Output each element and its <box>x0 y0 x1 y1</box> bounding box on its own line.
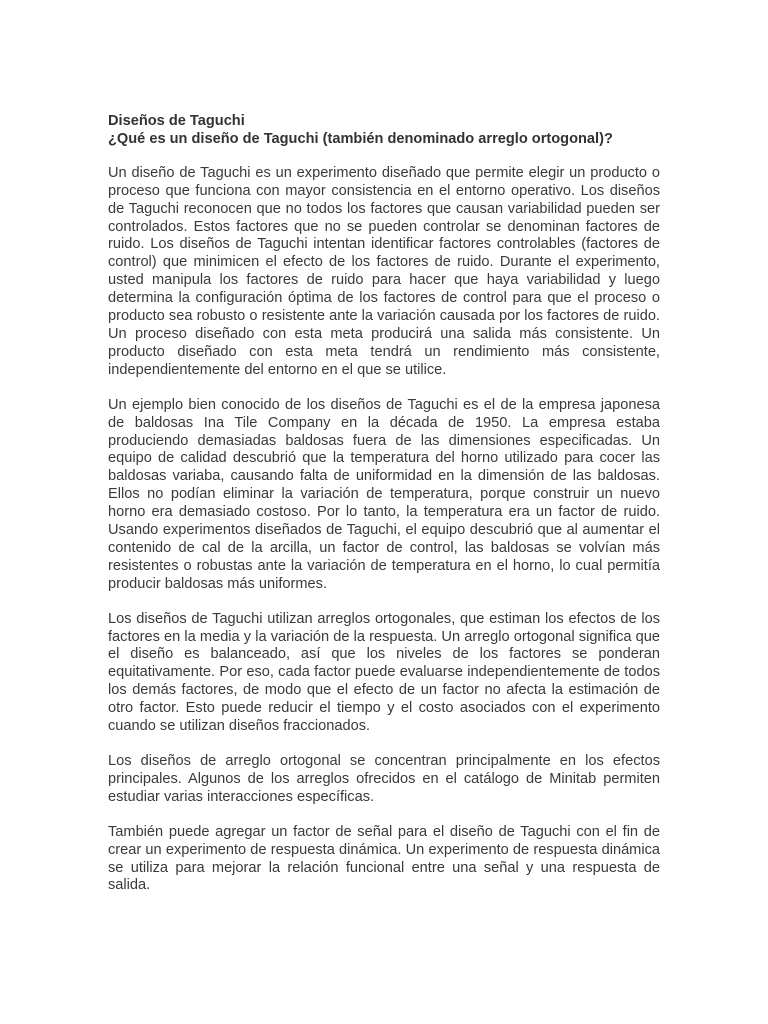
heading-spacer <box>108 149 660 165</box>
paragraph-signal-factor: También puede agregar un factor de señal para el diseño de Taguchi con el fin de crear un experimento de respuesta dinámica. Un experimento de respuesta dinámica se utiliza para mejorar la relación funcional entre una señal y una respuesta de salida. <box>108 823 660 894</box>
paragraph-example: Un ejemplo bien conocido de los diseños de Taguchi es el de la empresa japonesa de baldosas Ina Tile Company en la década de 1950. La empresa estaba produciendo demasiadas baldosas fuera de las dimensiones especificadas. Un equipo de calidad descubrió que la temperatura del horno utilizado para cocer las baldosas variaba, causando falta de uniformidad en la dimensión de las baldosas. Ellos no podían eliminar la variación de temperatura, porque construir un nuevo horno era demasiado costoso. Por lo tanto, la temperatura era un factor de ruido. Usando experimentos diseñados de Taguchi, el equipo descubrió que al aumentar el contenido de cal de la arcilla, un factor de control, las baldosas se volvían más resistentes o robustas ante la variación de temperatura en el horno, lo cual permitía producir baldosas más uniformes. <box>108 396 660 592</box>
paragraph-main-effects: Los diseños de arreglo ortogonal se concentran principalmente en los efectos principales. Algunos de los arreglos ofrecidos en el catálogo de Minitab permiten estudiar varias interacciones específicas. <box>108 753 660 805</box>
document-title: Diseños de Taguchi <box>108 113 245 129</box>
paragraph-orthogonal-arrays: Los diseños de Taguchi utilizan arreglos ortogonales, que estiman los efectos de los factores en la media y la variación de la respuesta. Un arreglo ortogonal significa que el diseño es balanceado, así que los niveles de los factores se ponderan equitativamente. Por eso, cada factor puede evaluarse independientemente de todos los demás factores, de modo que el efecto de un factor no afecta la estimación de otro factor. Esto puede reducir el tiempo y el costo asociados con el experimento cuando se utilizan diseños fraccionados. <box>108 610 660 735</box>
document-page <box>108 113 660 912</box>
document-subtitle: ¿Qué es un diseño de Taguchi (también denominado arreglo ortogonal)? <box>108 130 613 147</box>
paragraph-intro: Un diseño de Taguchi es un experimento diseñado que permite elegir un producto o proceso que funciona con mayor consistencia en el entorno operativo. Los diseños de Taguchi reconocen que no todos los factores que causan variabilidad pueden ser controlados. Estos factores que no se pueden controlar se denominan factores de ruido. Los diseños de Taguchi intentan identificar factores controlables (factores de control) que minimicen el efecto de los factores de ruido. Durante el experimento, usted manipula los factores de ruido para hacer que haya variabilidad y luego determina la configuración óptima de los factores de control para que el proceso o producto sea robusto o resistente ante la variación causada por los factores de ruido. Un proceso diseñado con esta meta producirá una salida más consistente. Un producto diseñado con esta meta tendrá un rendimiento más consistente, independientemente del entorno en el que se utilice. <box>108 164 660 378</box>
